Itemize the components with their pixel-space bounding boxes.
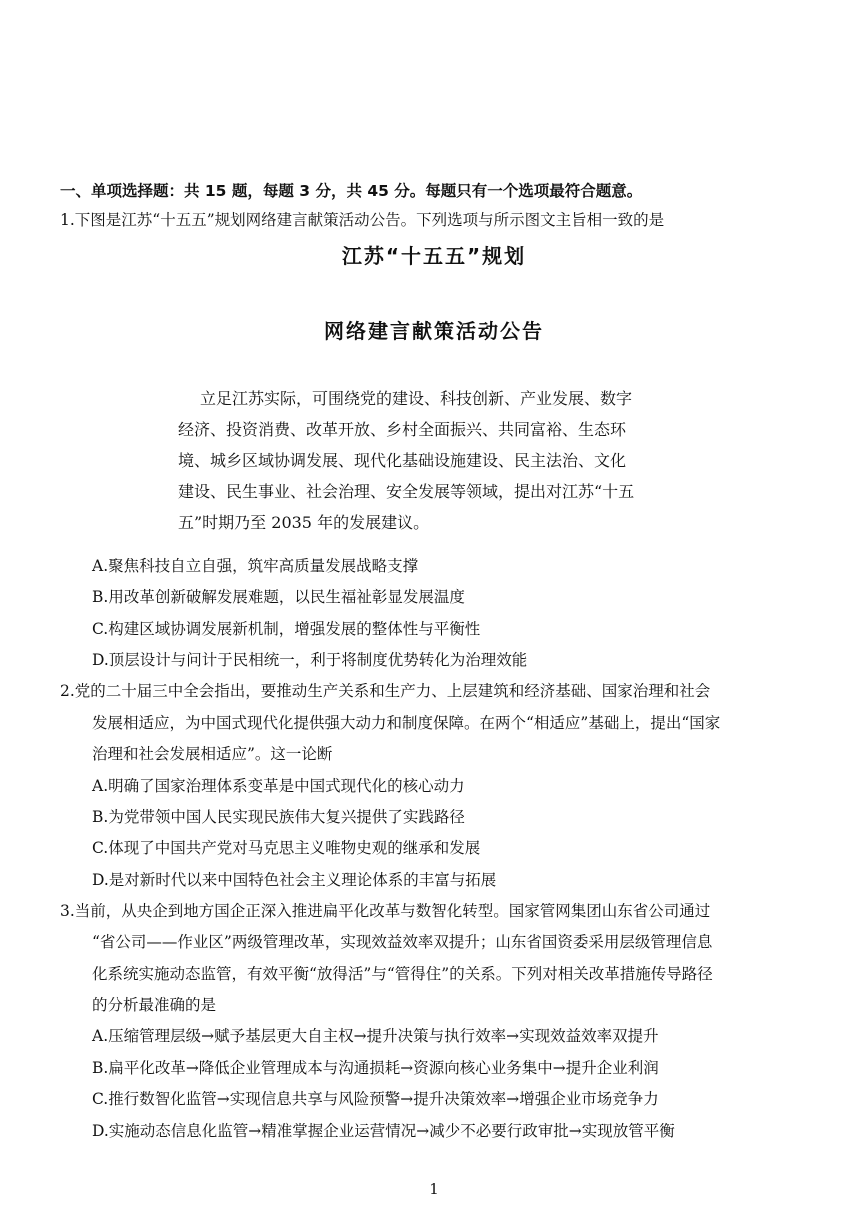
question-2-option-c: C.体现了中国共产党对马克思主义唯物史观的继承和发展 — [92, 839, 481, 857]
question-3-option-d: D.实施动态信息化监管→精准掌握企业运营情况→减少不必要行政审批→实现放管平衡 — [92, 1122, 675, 1140]
section-heading: 一、单项选择题：共 15 题，每题 3 分，共 45 分。每题只有一个选项最符合题意。 — [60, 182, 643, 200]
question-3-option-c: C.推行数智化监管→实现信息共享与风险预警→提升决策效率→增强企业市场竞争力 — [92, 1090, 659, 1108]
question-2-stem-cont: 治理和社会发展相适应”。这一论断 — [92, 745, 333, 763]
question-3-option-a: A.压缩管理层级→赋予基层更大自主权→提升决策与执行效率→实现效益效率双提升 — [92, 1027, 659, 1045]
poster-body-line: 立足江苏实际，可围绕党的建设、科技创新、产业发展、数字 — [200, 389, 633, 408]
poster-title-line-1: 江苏“十五五”规划 — [341, 244, 527, 268]
poster-body-line: 建设、民生事业、社会治理、安全发展等领域，提出对江苏“十五 — [178, 482, 635, 501]
poster-title-line-2: 网络建言献策活动公告 — [324, 319, 544, 343]
page-number: 1 — [429, 1180, 439, 1198]
question-1-stem: 1.下图是江苏“十五五”规划网络建言献策活动公告。下列选项与所示图文主旨相一致的是 — [60, 211, 665, 229]
question-3-option-b: B.扁平化改革→降低企业管理成本与沟通损耗→资源向核心业务集中→提升企业利润 — [92, 1059, 659, 1077]
question-1-option-a: A.聚焦科技自立自强，筑牢高质量发展战略支撑 — [92, 557, 419, 575]
question-1-option-b: B.用改革创新破解发展难题，以民生福祉彰显发展温度 — [92, 588, 465, 606]
question-1-option-c: C.构建区域协调发展新机制，增强发展的整体性与平衡性 — [92, 620, 481, 638]
question-2-option-a: A.明确了国家治理体系变革是中国式现代化的核心动力 — [92, 777, 465, 795]
question-1-option-d: D.顶层设计与问计于民相统一，利于将制度优势转化为治理效能 — [92, 651, 528, 669]
poster-body-line: 境、城乡区域协调发展、现代化基础设施建设、民主法治、文化 — [178, 451, 627, 470]
question-2-option-d: D.是对新时代以来中国特色社会主义理论体系的丰富与拓展 — [92, 871, 497, 889]
question-3-stem: 3.当前，从央企到地方国企正深入推进扁平化改革与数智化转型。国家管网集团山东省公司通过 — [60, 902, 711, 920]
question-3-stem-cont: 的分析最准确的是 — [92, 996, 217, 1014]
question-2-option-b: B.为党带领中国人民实现民族伟大复兴提供了实践路径 — [92, 808, 465, 826]
poster-body-line: 五”时期乃至 2035 年的发展建议。 — [178, 513, 430, 532]
question-3-stem-cont: “省公司——作业区”两级管理改革，实现效益效率双提升；山东省国资委采用层级管理信息 — [92, 933, 713, 951]
question-2-stem-cont: 发展相适应，为中国式现代化提供强大动力和制度保障。在两个“相适应”基础上，提出“国家 — [92, 714, 721, 732]
question-3-stem-cont: 化系统实施动态监管，有效平衡“放得活”与“管得住”的关系。下列对相关改革措施传导路径 — [92, 965, 713, 983]
poster-body-line: 经济、投资消费、改革开放、乡村全面振兴、共同富裕、生态环 — [178, 420, 627, 439]
question-2-stem: 2.党的二十届三中全会指出，要推动生产关系和生产力、上层建筑和经济基础、国家治理和社会 — [60, 682, 711, 700]
